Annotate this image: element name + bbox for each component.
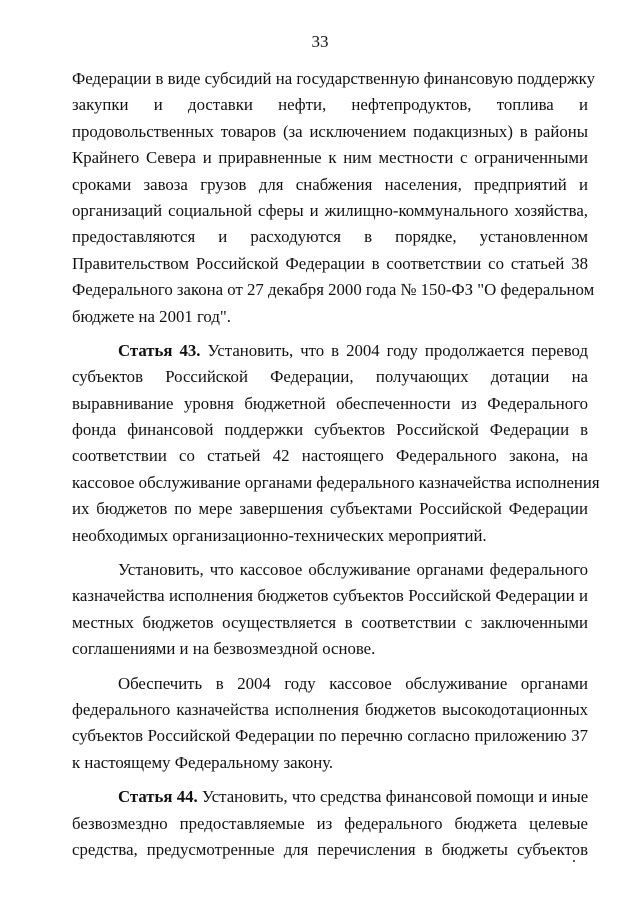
text-line — [72, 172, 588, 198]
line-text: кассовое обслуживание органами федерального казначейства исполнения — [72, 472, 600, 492]
text-line — [72, 277, 595, 303]
line-text: организаций социальной сферы и жилищно-коммунального хозяйства, — [72, 200, 588, 220]
text-line — [72, 523, 588, 549]
line-text: казначейства исполнения бюджетов субъектов Российской Федерации и — [72, 586, 588, 606]
text-line — [72, 417, 588, 443]
text-line — [72, 198, 588, 224]
line-text: закупки и доставки нефти, нефтепродуктов, топлива и — [72, 95, 588, 115]
text-line — [72, 364, 588, 390]
line-text: Федерации в виде субсидий на государственную финансовую поддержку — [72, 69, 595, 88]
text-line — [72, 304, 588, 330]
text-line — [72, 671, 588, 697]
text-line — [72, 470, 600, 496]
line-text: Крайнего Севера и приравненные к ним местности с ограниченными — [72, 148, 588, 168]
line-text: Установить, что средства финансовой помощи и иные — [197, 787, 589, 807]
article-heading: Статья 44. — [118, 787, 198, 807]
line-text: местных бюджетов осуществляется в соответствии с заключенными — [72, 612, 588, 632]
line-text: федерального казначейства исполнения бюджетов высокодотационных — [72, 699, 588, 719]
line-text: соглашениями и на безвозмездной основе. — [72, 639, 376, 659]
text-line — [72, 750, 588, 776]
line-text: безвозмездно предоставляемые из федерального бюджета целевые — [72, 813, 588, 833]
page-number: 33 — [311, 32, 329, 51]
line-text: продовольственных товаров (за исключением подакцизных) в районы — [72, 121, 588, 141]
line-text: Обеспечить в 2004 году кассовое обслуживание органами — [118, 673, 588, 693]
text-line — [72, 610, 588, 636]
line-text: необходимых организационно-технических мероприятий. — [72, 525, 487, 545]
text-line — [72, 837, 588, 863]
text-line — [72, 811, 588, 837]
line-text: соответствии со статьей 42 настоящего Федерального закона, на — [72, 446, 588, 466]
line-text: субъектов Российской Федерации по перечню согласно приложению 37 — [72, 726, 588, 746]
line-text: Установить, что кассовое обслуживание органами федерального — [118, 560, 588, 580]
line-text: сроками завоза грузов для снабжения населения, предприятий и — [72, 174, 588, 194]
line-text: выравнивание уровня бюджетной обеспеченности из Федерального — [72, 393, 588, 413]
text-line — [72, 119, 588, 145]
paragraph — [72, 66, 595, 330]
article-heading: Статья 43. — [118, 340, 201, 360]
line-text: Федерального закона от 27 декабря 2000 года № 150-ФЗ "О федеральном — [72, 280, 595, 300]
text-line — [72, 496, 588, 522]
paragraph — [72, 671, 588, 777]
line-text: предоставляются и расходуются в порядке, установленном — [72, 227, 588, 247]
text-line — [72, 145, 588, 171]
text-line — [72, 66, 595, 92]
line-text: к настоящему Федеральному закону. — [72, 752, 334, 772]
text-line — [72, 251, 588, 277]
paragraph — [72, 557, 588, 663]
text-line — [72, 443, 588, 469]
line-text: Установить, что в 2004 году продолжается перевод — [200, 340, 588, 360]
line-text: субъектов Российской Федерации, получающих дотации на — [72, 367, 588, 387]
paragraph — [72, 784, 588, 863]
document-body — [72, 66, 600, 863]
scan-speck — [573, 860, 575, 862]
line-text: средства, предусмотренные для перечисления в бюджеты субъектов — [72, 839, 588, 859]
line-text: их бюджетов по мере завершения субъектами Российской Федерации — [72, 499, 588, 519]
text-line — [72, 636, 588, 662]
text-line — [72, 723, 588, 749]
text-line — [72, 784, 588, 810]
text-line — [72, 224, 588, 250]
text-line — [72, 391, 588, 417]
text-line — [72, 583, 588, 609]
text-line — [72, 92, 588, 118]
text-line — [72, 338, 588, 364]
line-text: Правительством Российской Федерации в соответствии со статьей 38 — [72, 253, 588, 273]
line-text: бюджете на 2001 год". — [72, 306, 231, 326]
line-text: фонда финансовой поддержки субъектов Российской Федерации в — [72, 420, 588, 440]
text-line — [72, 557, 588, 583]
paragraph — [72, 338, 600, 549]
text-line — [72, 697, 588, 723]
